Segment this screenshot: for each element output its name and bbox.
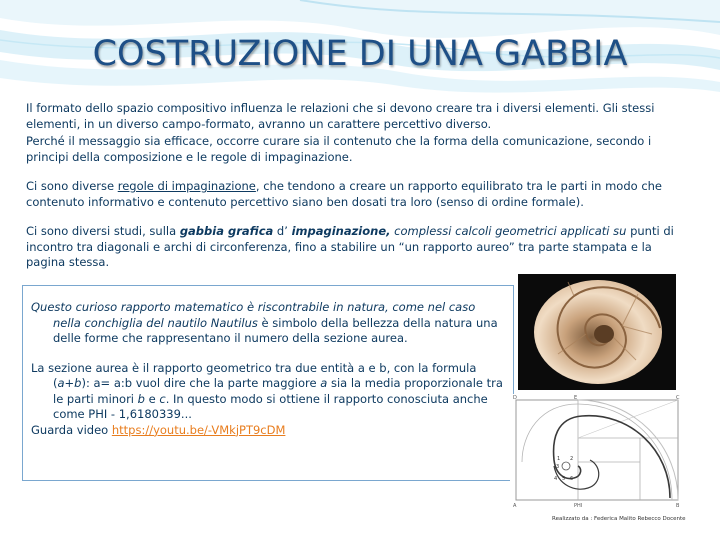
bold-term: gabbia grafica [179, 224, 274, 238]
text-run: sia la media proporzionale tra le parti minori [53, 376, 503, 406]
text-run: punti di incontro tra diagonali e archi di circonferenza, fino a stabilire un “un rapporto aureo” tra parte stampata e la pagina stessa. [26, 224, 674, 269]
figure-label: 1 [557, 456, 561, 462]
intro-paragraph [26, 224, 690, 271]
figure-label: 4 [554, 476, 558, 482]
box-paragraph [31, 361, 505, 423]
intro-paragraph: Perché il messaggio sia efficace, occorre curare sia il contenuto che la forma della comunicazione, secondo i principi della composizione e le regole di impaginazione. [26, 134, 652, 164]
text-run: Ci sono diverse [26, 179, 118, 193]
text-run: . In questo modo si ottiene il rapporto conosciuta anche come PHI - 1,6180339... [53, 391, 488, 421]
footer-credit: Realizzato da : Federica Malito Rebecco Docente [552, 516, 686, 522]
underlined-term: regole di impaginazione [117, 179, 256, 193]
text-run: e [144, 391, 160, 406]
figure-label: A [513, 503, 517, 509]
text-run: Guarda video [31, 422, 112, 437]
italic-term: a+b [57, 376, 82, 390]
text-run: è simbolo della bellezza della natura una delle forme che rappresentano il numero della sezione aurea. [53, 315, 498, 345]
text-run: ): a= a:b vuol dire che la parte maggiore [81, 376, 321, 390]
italic-term: c [159, 391, 166, 406]
golden-spiral-diagram [510, 394, 686, 510]
figure-label: 2 [570, 456, 574, 462]
box-paragraph [31, 423, 505, 439]
figure-label: C [676, 395, 680, 401]
slide-title: COSTRUZIONE DI UNA GABBIA [92, 34, 628, 74]
intro-paragraph [26, 179, 690, 210]
video-link[interactable]: https://youtu.be/-VMkjPT9cDM [111, 422, 286, 437]
figure-label: B [676, 503, 680, 509]
intro-paragraph: Il formato dello spazio compositivo influenza le relazioni che si devono creare tra i diversi elementi. Gli stessi elementi, in un diverso campo-formato, avranno un carattere percettivo diverso. [26, 101, 655, 131]
italic-term: b [137, 391, 145, 406]
nautilus-shell-image [518, 274, 676, 390]
intro-text [26, 101, 690, 273]
figure-label: D [513, 395, 517, 401]
text-run: La sezione aurea è il rapporto geometrico tra due entità a e b, con la formula ( [31, 360, 477, 390]
figure-label: 5 [562, 476, 566, 482]
text-run: Ci sono diversi studi, sulla [26, 224, 180, 238]
figure-label: PHI [574, 503, 583, 509]
italic-term: Questo curioso rapporto matematico è riscontrabile in natura, come nel caso nella conchiglia del nautilo Nautilus [31, 300, 476, 330]
box-paragraph [31, 300, 505, 347]
text-run: , che tendono a creare un rapporto equilibrato tra le parti in modo che contenuto informativo e contenuto percettivo siano ben dosati tra loro (senso di ordine formale). [26, 179, 663, 209]
figure-label: 3 [556, 464, 560, 470]
golden-ratio-textbox [22, 285, 514, 481]
italic-term: a [320, 376, 328, 390]
figure-label: 6 [570, 476, 574, 482]
italic-term: complessi calcoli geometrici applicati su [390, 224, 627, 238]
bold-term: impaginazione, [291, 224, 391, 238]
text-run: d’ [273, 224, 292, 238]
figure-label: E [574, 395, 578, 401]
